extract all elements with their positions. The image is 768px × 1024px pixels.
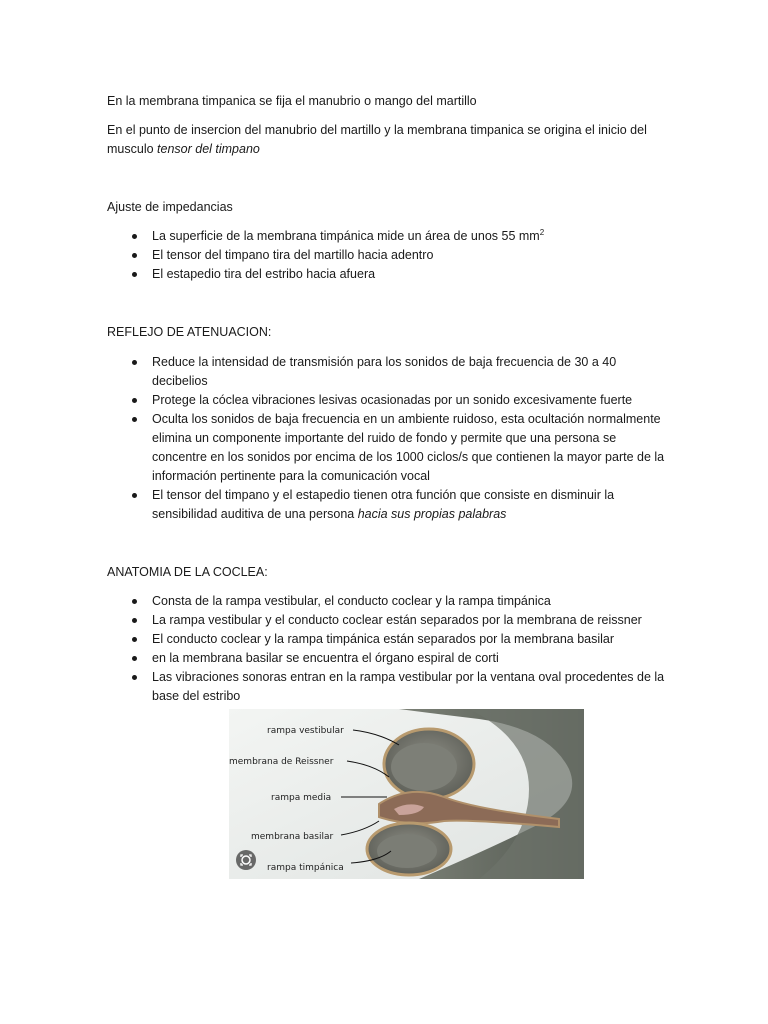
superscript: 2 — [539, 228, 545, 237]
list-item: El estapedio tira del estribo hacia afuera — [107, 265, 667, 284]
section-title-coclea: ANATOMIA DE LA COCLEA: — [107, 565, 268, 579]
label-rampa-vestibular: rampa vestibular — [267, 726, 344, 736]
cochlea-illustration — [229, 709, 584, 879]
list-item: en la membrana basilar se encuentra el órgano espiral de corti — [107, 649, 667, 668]
list-item: Protege la cóclea vibraciones lesivas ocasionadas por un sonido excesivamente fuerte — [107, 391, 667, 410]
cochlea-figure — [229, 709, 584, 879]
lens-icon-glyph — [236, 850, 256, 870]
list-item: La rampa vestibular y el conducto coclear están separados por la membrana de reissner — [107, 611, 667, 630]
list-reflejo — [107, 353, 667, 524]
list-item: Oculta los sonidos de baja frecuencia en un ambiente ruidoso, esta ocultación normalmente elimina un componente importante del ruido de fondo y permite que una persona se concentre en los sonidos por encima de los 1000 ciclos/s que contienen la mayor parte de la información pertinente para la comunicación vocal — [107, 410, 667, 486]
intro-line-2 — [107, 121, 667, 159]
list-item-text: La superficie de la membrana timpánica mide un área de unos 55 mm — [152, 229, 540, 243]
list-item: Las vibraciones sonoras entran en la rampa vestibular por la ventana oval procedentes de la base del estribo — [107, 668, 667, 706]
label-rampa-timpanica: rampa timpánica — [267, 863, 344, 873]
section-title-impedancias: Ajuste de impedancias — [107, 200, 233, 214]
list-item — [107, 486, 667, 524]
list-item: El conducto coclear y la rampa timpánica están separados por la membrana basilar — [107, 630, 667, 649]
label-membrana-reissner: membrana de Reissner — [229, 757, 334, 767]
list-coclea — [107, 592, 667, 706]
list-item: El tensor del timpano tira del martillo hacia adentro — [107, 246, 667, 265]
list-item: Consta de la rampa vestibular, el conducto coclear y la rampa timpánica — [107, 592, 667, 611]
list-item-text: El tensor del timpano y el estapedio tienen otra función que consiste en disminuir la sensibilidad auditiva de una persona — [152, 488, 615, 521]
list-impedancias — [107, 227, 667, 284]
intro-line-2-text: En el punto de insercion del manubrio del martillo y la membrana timpanica se origina el inicio del musculo — [107, 123, 647, 156]
section-title-reflejo: REFLEJO DE ATENUACION: — [107, 325, 272, 339]
list-item-italic: hacia sus propias palabras — [357, 507, 507, 521]
label-membrana-basilar: membrana basilar — [251, 832, 334, 842]
intro-line-2-italic: tensor del timpano — [157, 142, 260, 156]
list-item — [107, 227, 667, 246]
label-rampa-media: rampa media — [271, 793, 332, 803]
lens-icon[interactable] — [236, 850, 256, 870]
intro-line-1: En la membrana timpanica se fija el manubrio o mango del martillo — [107, 94, 477, 108]
list-item: Reduce la intensidad de transmisión para los sonidos de baja frecuencia de 30 a 40 decibelios — [107, 353, 667, 391]
